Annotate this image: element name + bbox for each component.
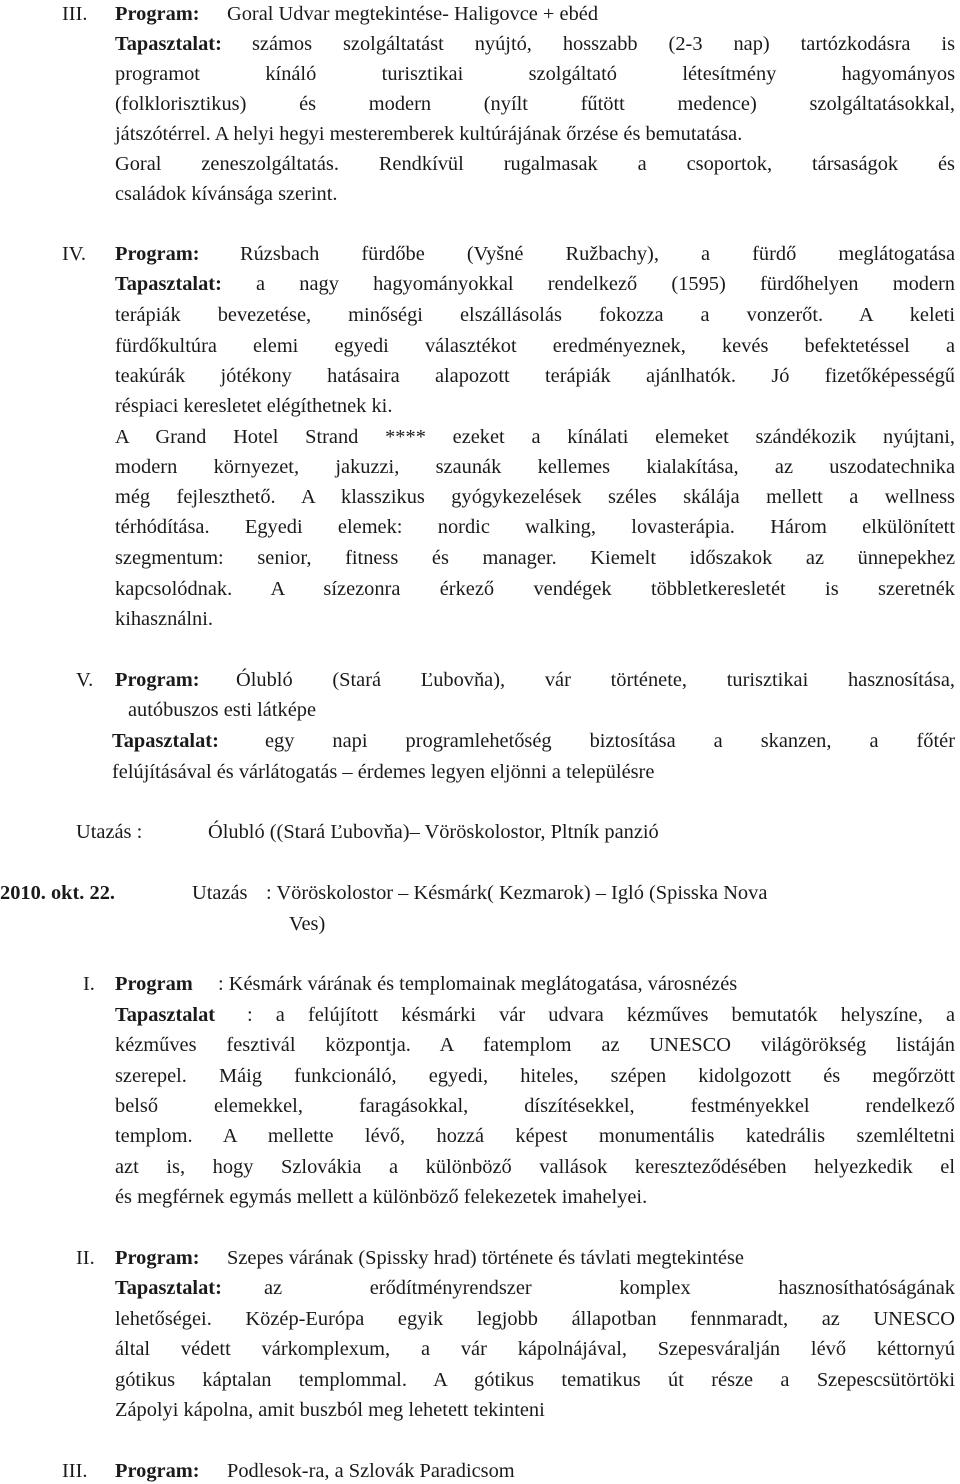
paragraph-line: egy napi programlehetőség biztosítása a skanzen, a főtér [265, 730, 955, 752]
paragraph-line: : a felújított késmárki vár udvara kézműves bemutatók helyszíne, a [247, 1004, 955, 1026]
paragraph-line: terápiák bevezetése, minőségi elszállásolás fokozza a vonzerőt. A keleti [115, 304, 955, 326]
section-number: I. [83, 973, 95, 995]
program-title: : Késmárk várának és templomainak meglátogatása, városnézés [218, 973, 738, 995]
travel-route: Ólubló ((Stará Ľubovňa)– Vöröskolostor, Pltník panzió [208, 821, 659, 843]
paragraph-line: azt is, hogy Szlovákia a különböző vallások kereszteződésében helyezkedik el [115, 1156, 955, 1178]
paragraph-line: szerepel. Máig funkcionáló, egyedi, hiteles, szépen kidolgozott és megőrzött [115, 1065, 955, 1087]
program-title: Ólubló (Stará Ľubovňa), vár története, turisztikai hasznosítása, [236, 669, 955, 691]
paragraph-line: kézműves fesztivál központja. A fatemplom az UNESCO világörökség listáján [115, 1034, 955, 1056]
paragraph-line: a nagy hagyományokkal rendelkező (1595) fürdőhelyen modern [256, 273, 955, 295]
program-title: Goral Udvar megtekintése- Haligovce + ebéd [227, 3, 599, 25]
paragraph-line: modern környezet, jakuzzi, szaunák kellemes kialakítása, az uszodatechnika [115, 456, 955, 478]
travel-route: : Vöröskolostor – Késmárk( Kezmarok) – Igló (Spisska Nova [266, 882, 768, 904]
program-label: Program: [115, 1460, 200, 1482]
travel-label: Utazás : [76, 821, 143, 843]
program-title: Szepes várának (Spissky hrad) története és távlati megtekintése [227, 1247, 744, 1269]
paragraph-line: kapcsolódnak. A sízezonra érkező vendégek többletkeresletét is szeretnék [115, 578, 955, 600]
program-title: Podlesok-ra, a Szlovák Paradicsom [227, 1460, 515, 1482]
section-number: III. [62, 1460, 88, 1482]
date: 2010. okt. 22. [0, 882, 115, 904]
experience-label: Tapasztalat: [115, 33, 222, 55]
program-label: Program: [115, 243, 200, 265]
paragraph-line: térhódítása. Egyedi elemek: nordic walking, lovasterápia. Három elkülönített [115, 516, 955, 538]
program-title: Rúzsbach fürdőbe (Vyšné Ružbachy), a fürdő meglátogatása [240, 243, 955, 265]
paragraph-line: programot kínáló turisztikai szolgáltató létesítmény hagyományos [115, 63, 955, 85]
section-number: V. [76, 669, 94, 691]
paragraph-line: A Grand Hotel Strand **** ezeket a kínálati elemeket szándékozik nyújtani, [115, 426, 955, 448]
travel-label: Utazás [192, 882, 248, 904]
paragraph-line: réspiaci keresletet elégíthetnek ki. [115, 395, 393, 417]
experience-label: Tapasztalat: [112, 730, 219, 752]
paragraph-line: templom. A mellette lévő, hozzá képest monumentális katedrális szemléltetni [115, 1125, 955, 1147]
program-title-cont: autóbuszos esti látképe [128, 699, 316, 721]
paragraph-line: számos szolgáltatást nyújtó, hosszabb (2-3 nap) tartózkodásra is [252, 33, 955, 55]
paragraph-line: családok kívánsága szerint. [115, 183, 338, 205]
section-number: II. [76, 1247, 95, 1269]
paragraph-line: fürdőkultúra elemi egyedi választékot eredményeznek, kevés befektetéssel a [115, 335, 955, 357]
program-label: Program: [115, 669, 200, 691]
paragraph-line: játszótérrel. A helyi hegyi mesteremberek kultúrájának őrzése és bemutatása. [115, 123, 743, 145]
program-label: Program [115, 973, 193, 995]
paragraph-line: által védett várkomplexum, a vár kápolnájával, Szepesváralján lévő kéttornyú [115, 1338, 955, 1360]
paragraph-line: belső elemekkel, faragásokkal, díszítésekkel, festményekkel rendelkező [115, 1095, 955, 1117]
paragraph-line: az erődítményrendszer komplex hasznosíthatóságának [264, 1277, 955, 1299]
experience-label: Tapasztalat: [115, 273, 222, 295]
paragraph-line: Zápolyi kápolna, amit buszból meg lehetett tekinteni [115, 1399, 545, 1421]
paragraph-line: felújításával és várlátogatás – érdemes legyen eljönni a településre [112, 761, 655, 783]
program-label: Program: [115, 1247, 200, 1269]
program-label: Program: [115, 3, 200, 25]
paragraph-line: és megférnek egymás mellett a különböző felekezetek imahelyei. [115, 1186, 648, 1208]
section-number: IV. [62, 243, 86, 265]
paragraph-line: teakúrák jótékony hatásaira alapozott terápiák ajánlhatók. Jó fizetőképességű [115, 365, 955, 387]
paragraph-line: szegmentum: senior, fitness és manager. Kiemelt időszakok az ünnepekhez [115, 547, 955, 569]
paragraph-line: lehetőségei. Közép-Európa egyik legjobb állapotban fennmaradt, az UNESCO [115, 1308, 955, 1330]
experience-label: Tapasztalat [115, 1004, 216, 1026]
paragraph-line: kihasználni. [115, 608, 213, 630]
paragraph-line: (folklorisztikus) és modern (nyílt fűtött medence) szolgáltatásokkal, [115, 93, 955, 115]
paragraph-line: még fejleszthető. A klasszikus gyógykezelések széles skálája mellett a wellness [115, 486, 955, 508]
section-number: III. [62, 3, 88, 25]
paragraph-line: gótikus káptalan templommal. A gótikus tematikus út része a Szepescsütörtöki [115, 1369, 955, 1391]
travel-route-cont: Ves) [289, 913, 326, 935]
paragraph-line: Goral zeneszolgáltatás. Rendkívül rugalmasak a csoportok, társaságok és [115, 153, 955, 175]
experience-label: Tapasztalat: [115, 1277, 222, 1299]
